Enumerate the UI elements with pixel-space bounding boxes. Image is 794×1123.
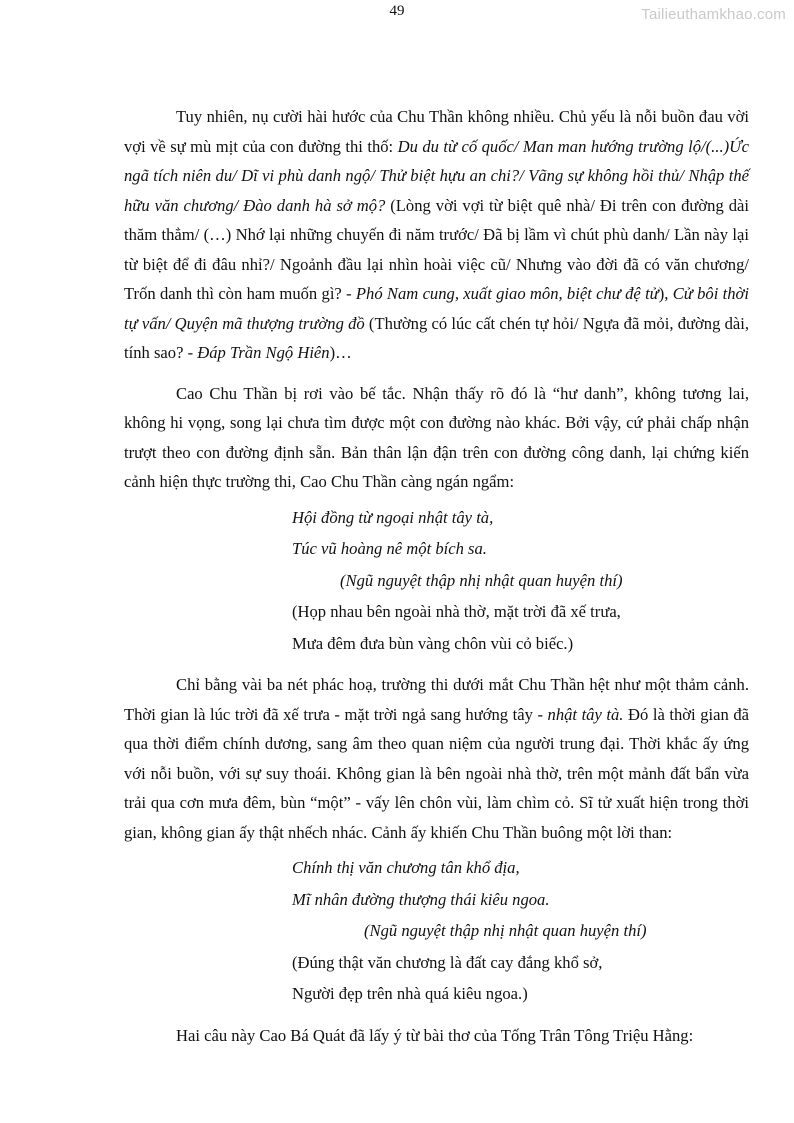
paragraph-3	[124, 670, 749, 847]
poem-2-line-2: Mĩ nhân đường thượng thái kiêu ngoa.	[292, 889, 550, 909]
poem-1-source: (Ngũ nguyệt thập nhị nhật quan huyện thí)	[340, 570, 623, 590]
poem-1	[292, 502, 749, 660]
p1-text-5: )…	[329, 343, 352, 362]
p1-quote-2: Phó Nam cung, xuất giao môn, biệt chư đệ tử	[355, 284, 659, 303]
p3-text-1: Chỉ bằng vài ba nét phác hoạ, trường thi dưới mắt Chu Thần hệt như một thảm cảnh. Thời gian là lúc trời đã xế trưa - mặt trời ngả sang hướng tây -	[124, 675, 749, 724]
poem-2-translation-2: Người đẹp trên nhà quá kiêu ngoa.)	[292, 984, 528, 1003]
page-number: 49	[389, 3, 405, 19]
poem-2-source: (Ngũ nguyệt thập nhị nhật quan huyện thí)	[364, 921, 647, 940]
p3-quote-1: nhật tây tà.	[547, 704, 624, 724]
poem-2	[292, 852, 749, 1010]
p1-text-3: ),	[658, 284, 673, 303]
p1-quote-4: Đáp Trần Ngộ Hiên	[197, 343, 330, 362]
paragraph-4: Hai câu này Cao Bá Quát đã lấy ý từ bài thơ của Tống Trân Tông Triệu Hằng:	[176, 1025, 694, 1045]
poem-1-translation-2: Mưa đêm đưa bùn vàng chôn vùi cỏ biếc.)	[292, 633, 574, 653]
paragraph-1	[124, 102, 749, 368]
poem-2-line-1: Chính thị văn chương tân khổ địa,	[292, 858, 520, 877]
p1-text-4: (Thường có lúc cất chén tự hỏi/ Ngựa đã mỏi, đường dài, tính sao? -	[124, 313, 749, 362]
poem-1-translation-1: (Họp nhau bên ngoài nhà thờ, mặt trời đã xế trưa,	[292, 602, 621, 621]
p1-quote-3: Cử bôi thời tự vấn/ Quyện mã thượng trường đồ	[124, 284, 749, 333]
p1-text-1: Tuy nhiên, nụ cười hài hước của Chu Thần không nhiều. Chủ yếu là nỗi buồn đau vời vợi về sự mù mịt của con đường thi thố:	[124, 107, 749, 156]
poem-2-translation-1: (Đúng thật văn chương là đất cay đắng khổ sở,	[292, 952, 603, 972]
page-body	[124, 102, 749, 1050]
paragraph-2: Cao Chu Thần bị rơi vào bế tắc. Nhận thấy rõ đó là “hư danh”, không tương lai, không hi vọng, song lại chưa tìm được một con đường nào khác. Bởi vậy, cứ phải chấp nhận trượt theo con đường định sẵn. Bản thân lận đận trên con đường công danh, lại chứng kiến cảnh hiện thực trường thi, Cao Chu Thần càng ngán ngẩm:	[124, 383, 749, 491]
p1-quote-1: Du du từ cố quốc/ Man man hướng trường lộ/(...)Ức ngã tích niên du/ Dĩ vi phù danh ngộ/ Thử biệt hựu an chi?/ Vãng sự không hồi thủ/ Nhập thế hữu văn chương/ Đào danh hà sở mộ?	[124, 136, 749, 215]
poem-1-line-1: Hội đồng từ ngoại nhật tây tà,	[292, 507, 494, 527]
p1-text-2: (Lòng vời vợi từ biệt quê nhà/ Đi trên con đường dài thăm thẳm/ (…) Nhớ lại những chuyến đi năm trước/ Đã bị lầm vì chút phù danh/ Lần này lại từ biệt để đi đâu nhỉ?/ Ngoảnh đầu lại nhìn hoài việc cũ/ Nhưng vào đời đã có văn chương/ Trốn danh thì còn ham muốn gì? -	[124, 195, 749, 303]
watermark: Tailieuthamkhao.com	[641, 6, 786, 23]
poem-1-line-2: Túc vũ hoàng nê một bích sa.	[292, 539, 487, 558]
p3-text-2: Đó là thời gian đã qua thời điểm chính dương, sang âm theo quan niệm của người trung đại. Thời khắc ấy ứng với nỗi buồn, với sự suy thoái. Không gian là bên ngoài nhà thờ, trên một mảnh đất bẩn vừa trải qua cơn mưa đêm, bùn “một” - vấy lên chôn vùi, làm chìm cỏ. Sĩ tử xuất hiện trong thời gian, không gian ấy thật nhếch nhác. Cảnh ấy khiến Chu Thần buông một lời than:	[124, 704, 749, 842]
